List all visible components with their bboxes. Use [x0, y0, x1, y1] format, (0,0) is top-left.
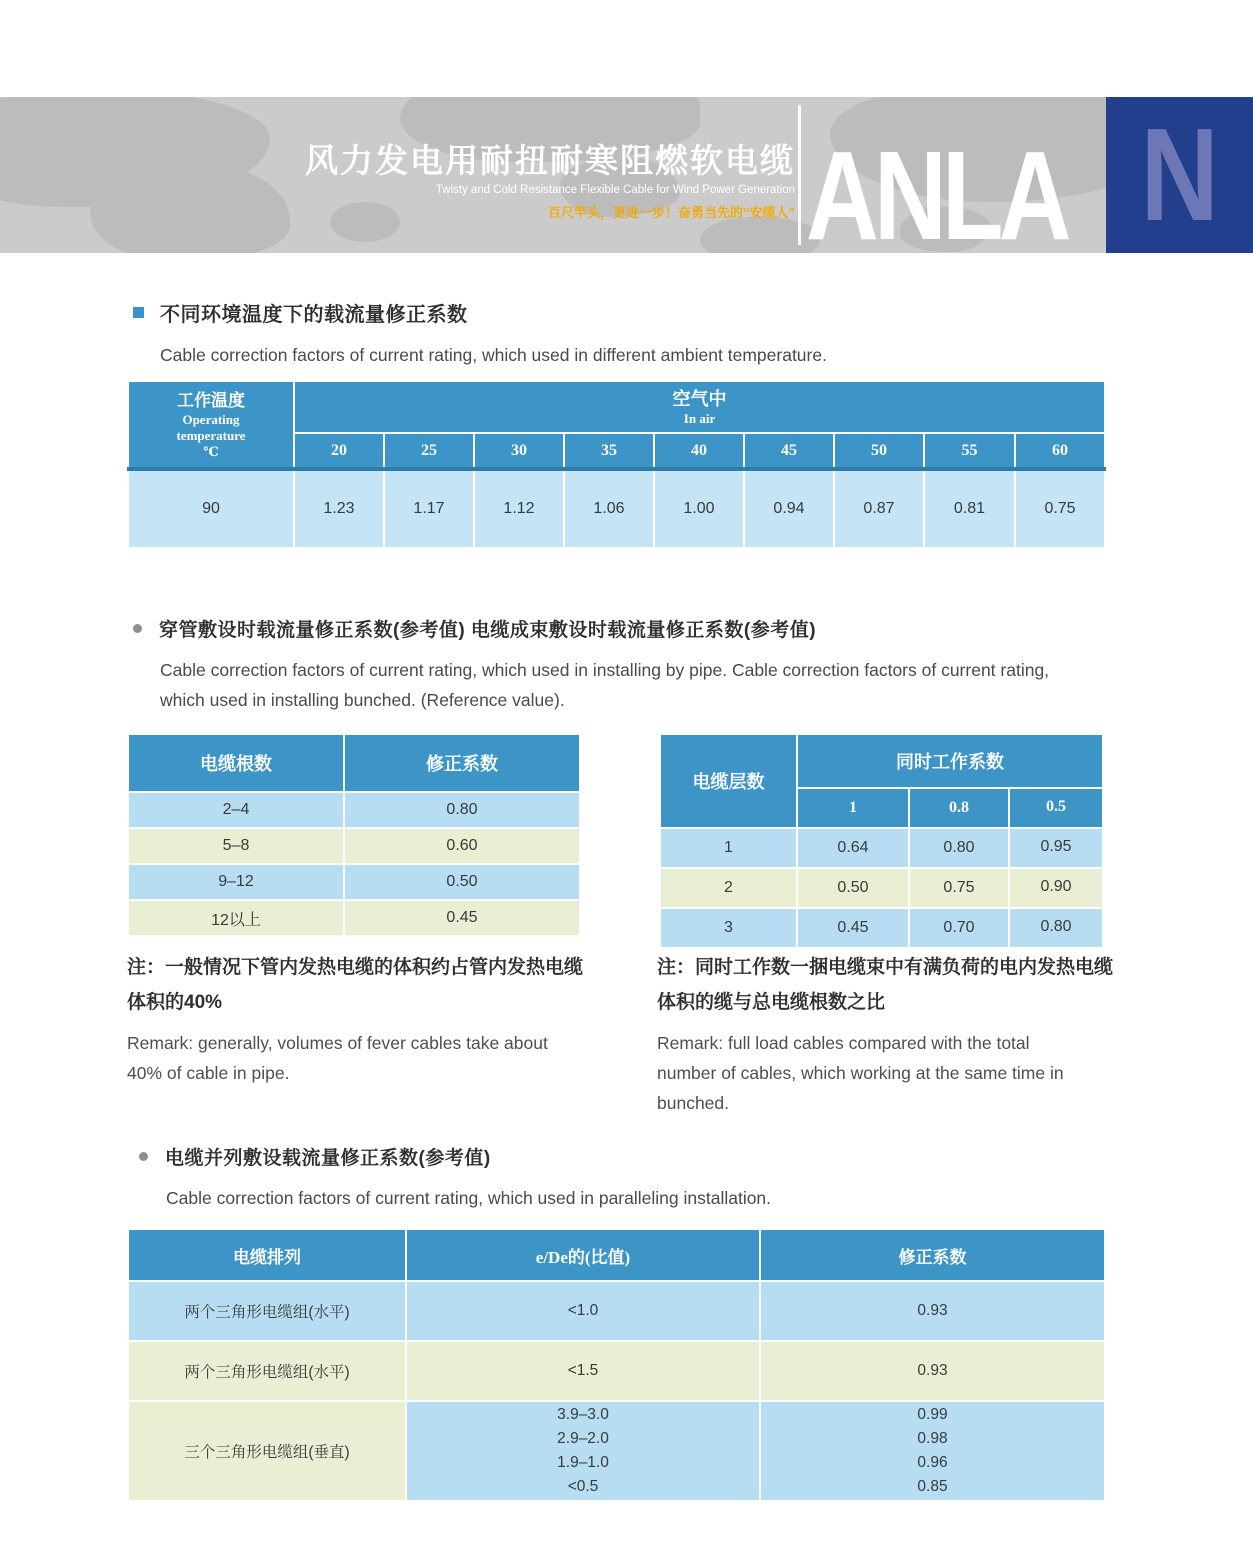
table-row [128, 469, 1105, 548]
section-subtitle: Cable correction factors of current rating, which used in different ambient temperature. [160, 345, 827, 365]
factor-cell: 1.00 [654, 469, 744, 548]
factor-cell: 0.64 [797, 828, 909, 868]
note-en-line: Remark: full load cables compared with the total [657, 1033, 1030, 1053]
note-en-line: bunched. [657, 1093, 730, 1113]
ratio-cell: <1.5 [406, 1341, 760, 1401]
range-cell: 9–12 [128, 864, 344, 900]
brand-logo-text: ANLA [806, 125, 1067, 253]
factor-cell: 0.80 [909, 828, 1009, 868]
product-title-en: Twisty and Cold Resistance Flexible Cable for Wind Power Generation [435, 184, 795, 196]
table-row [128, 1281, 1105, 1341]
banner-divider [798, 105, 801, 245]
table-row [128, 1341, 1105, 1401]
parallel-installation-table [127, 1228, 1106, 1502]
factor-cell: 0.50 [797, 868, 909, 908]
layer-cell: 1 [660, 828, 797, 868]
temp-header: 50 [834, 433, 924, 469]
temp-header: 30 [474, 433, 564, 469]
section-pipe-bunched [133, 615, 1049, 715]
section-title: 不同环境温度下的载流量修正系数 [160, 304, 468, 326]
table-row [128, 864, 580, 900]
circle-bullet-icon [133, 624, 142, 633]
header-banner [0, 97, 1253, 253]
section-subtitle-line: which used in installing bunched. (Reference value). [160, 690, 565, 710]
table-row [128, 1401, 1105, 1501]
factor-cell: 0.70 [909, 908, 1009, 948]
col-header-correction-factor: 修正系数 [344, 734, 580, 792]
section-title: 电缆并列敷设载流量修正系数(参考值) [165, 1148, 491, 1169]
note-en-line: number of cables, which working at the same time in [657, 1063, 1064, 1083]
temp-header: 35 [564, 433, 654, 469]
factor-cell: 1.17 [384, 469, 474, 548]
note-cn-line: 体积的缆与总电缆根数之比 [657, 992, 886, 1013]
col-header-correction-factor: 修正系数 [760, 1229, 1105, 1281]
layer-cell: 2 [660, 868, 797, 908]
factor-cell: 0.80 [344, 792, 580, 828]
factor-cell: 0.99 0.98 0.96 0.85 [760, 1401, 1105, 1501]
col-header-ratio: e/De的(比值) [406, 1229, 760, 1281]
company-slogan: 百尺竿头，更进一步！奋勇当先的“安缆人” [547, 205, 795, 220]
section-ambient-temperature [133, 298, 827, 370]
sub-header: 1 [797, 788, 909, 828]
col-header-simultaneous-factor: 同时工作系数 [797, 734, 1103, 788]
ratio-cell: <1.0 [406, 1281, 760, 1341]
factor-cell: 0.75 [1015, 469, 1105, 548]
factor-cell: 0.60 [344, 828, 580, 864]
brand-logo-letter: N [1140, 101, 1219, 248]
factor-cell: 1.23 [294, 469, 384, 548]
sub-header: 0.5 [1009, 788, 1103, 828]
cable-layers-table [659, 733, 1104, 949]
table-row [660, 828, 1103, 868]
col-header-arrangement: 电缆排列 [128, 1229, 406, 1281]
factor-cell: 0.45 [344, 900, 580, 936]
ambient-temperature-table [127, 380, 1106, 549]
arrangement-cell: 两个三角形电缆组(水平) [128, 1341, 406, 1401]
note-en-line: Remark: generally, volumes of fever cables take about [127, 1033, 548, 1053]
temp-header: 60 [1015, 433, 1105, 469]
table-row [128, 828, 580, 864]
col-header-cable-layers: 电缆层数 [660, 734, 797, 828]
banner-title-block [305, 141, 795, 222]
section-parallel [139, 1143, 771, 1213]
factor-cell: 0.93 [760, 1281, 1105, 1341]
range-cell: 12以上 [128, 900, 344, 936]
note-cn-line: 注：一般情况下管内发热电缆的体积约占管内发热电缆 [127, 957, 584, 978]
factor-cell: 1.06 [564, 469, 654, 548]
factor-cell: 0.90 [1009, 868, 1103, 908]
section-title: 穿管敷设时载流量修正系数(参考值) 电缆成束敷设时载流量修正系数(参考值) [159, 620, 817, 641]
table-row [128, 900, 580, 936]
factor-cell: 0.45 [797, 908, 909, 948]
ratio-cell: 3.9–3.0 2.9–2.0 1.9–1.0 <0.5 [406, 1401, 760, 1501]
factor-cell: 0.80 [1009, 908, 1103, 948]
section-subtitle: Cable correction factors of current rating, which used in paralleling installation. [166, 1188, 772, 1208]
factor-cell: 0.94 [744, 469, 834, 548]
temp-header: 45 [744, 433, 834, 469]
note-cn-line: 体积的40% [127, 992, 223, 1013]
col-header-in-air: 空气中 In air [294, 381, 1105, 433]
temp-header: 55 [924, 433, 1015, 469]
layer-cell: 3 [660, 908, 797, 948]
factor-cell: 0.50 [344, 864, 580, 900]
note-cn-line: 注：同时工作数一捆电缆束中有满负荷的电内发热电缆 [657, 957, 1114, 978]
sub-header: 0.8 [909, 788, 1009, 828]
arrangement-cell: 两个三角形电缆组(水平) [128, 1281, 406, 1341]
working-temp-cell: 90 [128, 469, 294, 548]
factor-cell: 1.12 [474, 469, 564, 548]
square-bullet-icon [133, 307, 144, 318]
col-header-cable-count: 电缆根数 [128, 734, 344, 792]
cable-count-table [127, 733, 581, 937]
factor-cell: 0.93 [760, 1341, 1105, 1401]
brand-logo-box [1106, 97, 1253, 253]
table-row [128, 792, 580, 828]
factor-cell: 0.75 [909, 868, 1009, 908]
arrangement-cell: 三个三角形电缆组(垂直) [128, 1401, 406, 1501]
circle-bullet-icon [139, 1152, 148, 1161]
note-bunched [657, 950, 1147, 1118]
section-subtitle-line: Cable correction factors of current rating, which used in installing by pipe. Cable correction factors of current rating, [160, 660, 1050, 680]
world-map-shape [700, 217, 820, 253]
note-pipe [127, 950, 617, 1088]
range-cell: 5–8 [128, 828, 344, 864]
product-title-cn: 风力发电用耐扭耐寒阻燃软电缆 [305, 142, 795, 179]
note-en-line: 40% of cable in pipe. [127, 1063, 290, 1083]
temp-header: 25 [384, 433, 474, 469]
table-row [660, 908, 1103, 948]
col-header-operating-temperature: 工作温度 Operating temperature ℃ [128, 381, 294, 469]
factor-cell: 0.81 [924, 469, 1015, 548]
temp-header: 20 [294, 433, 384, 469]
range-cell: 2–4 [128, 792, 344, 828]
factor-cell: 0.95 [1009, 828, 1103, 868]
temp-header: 40 [654, 433, 744, 469]
factor-cell: 0.87 [834, 469, 924, 548]
table-row [660, 868, 1103, 908]
